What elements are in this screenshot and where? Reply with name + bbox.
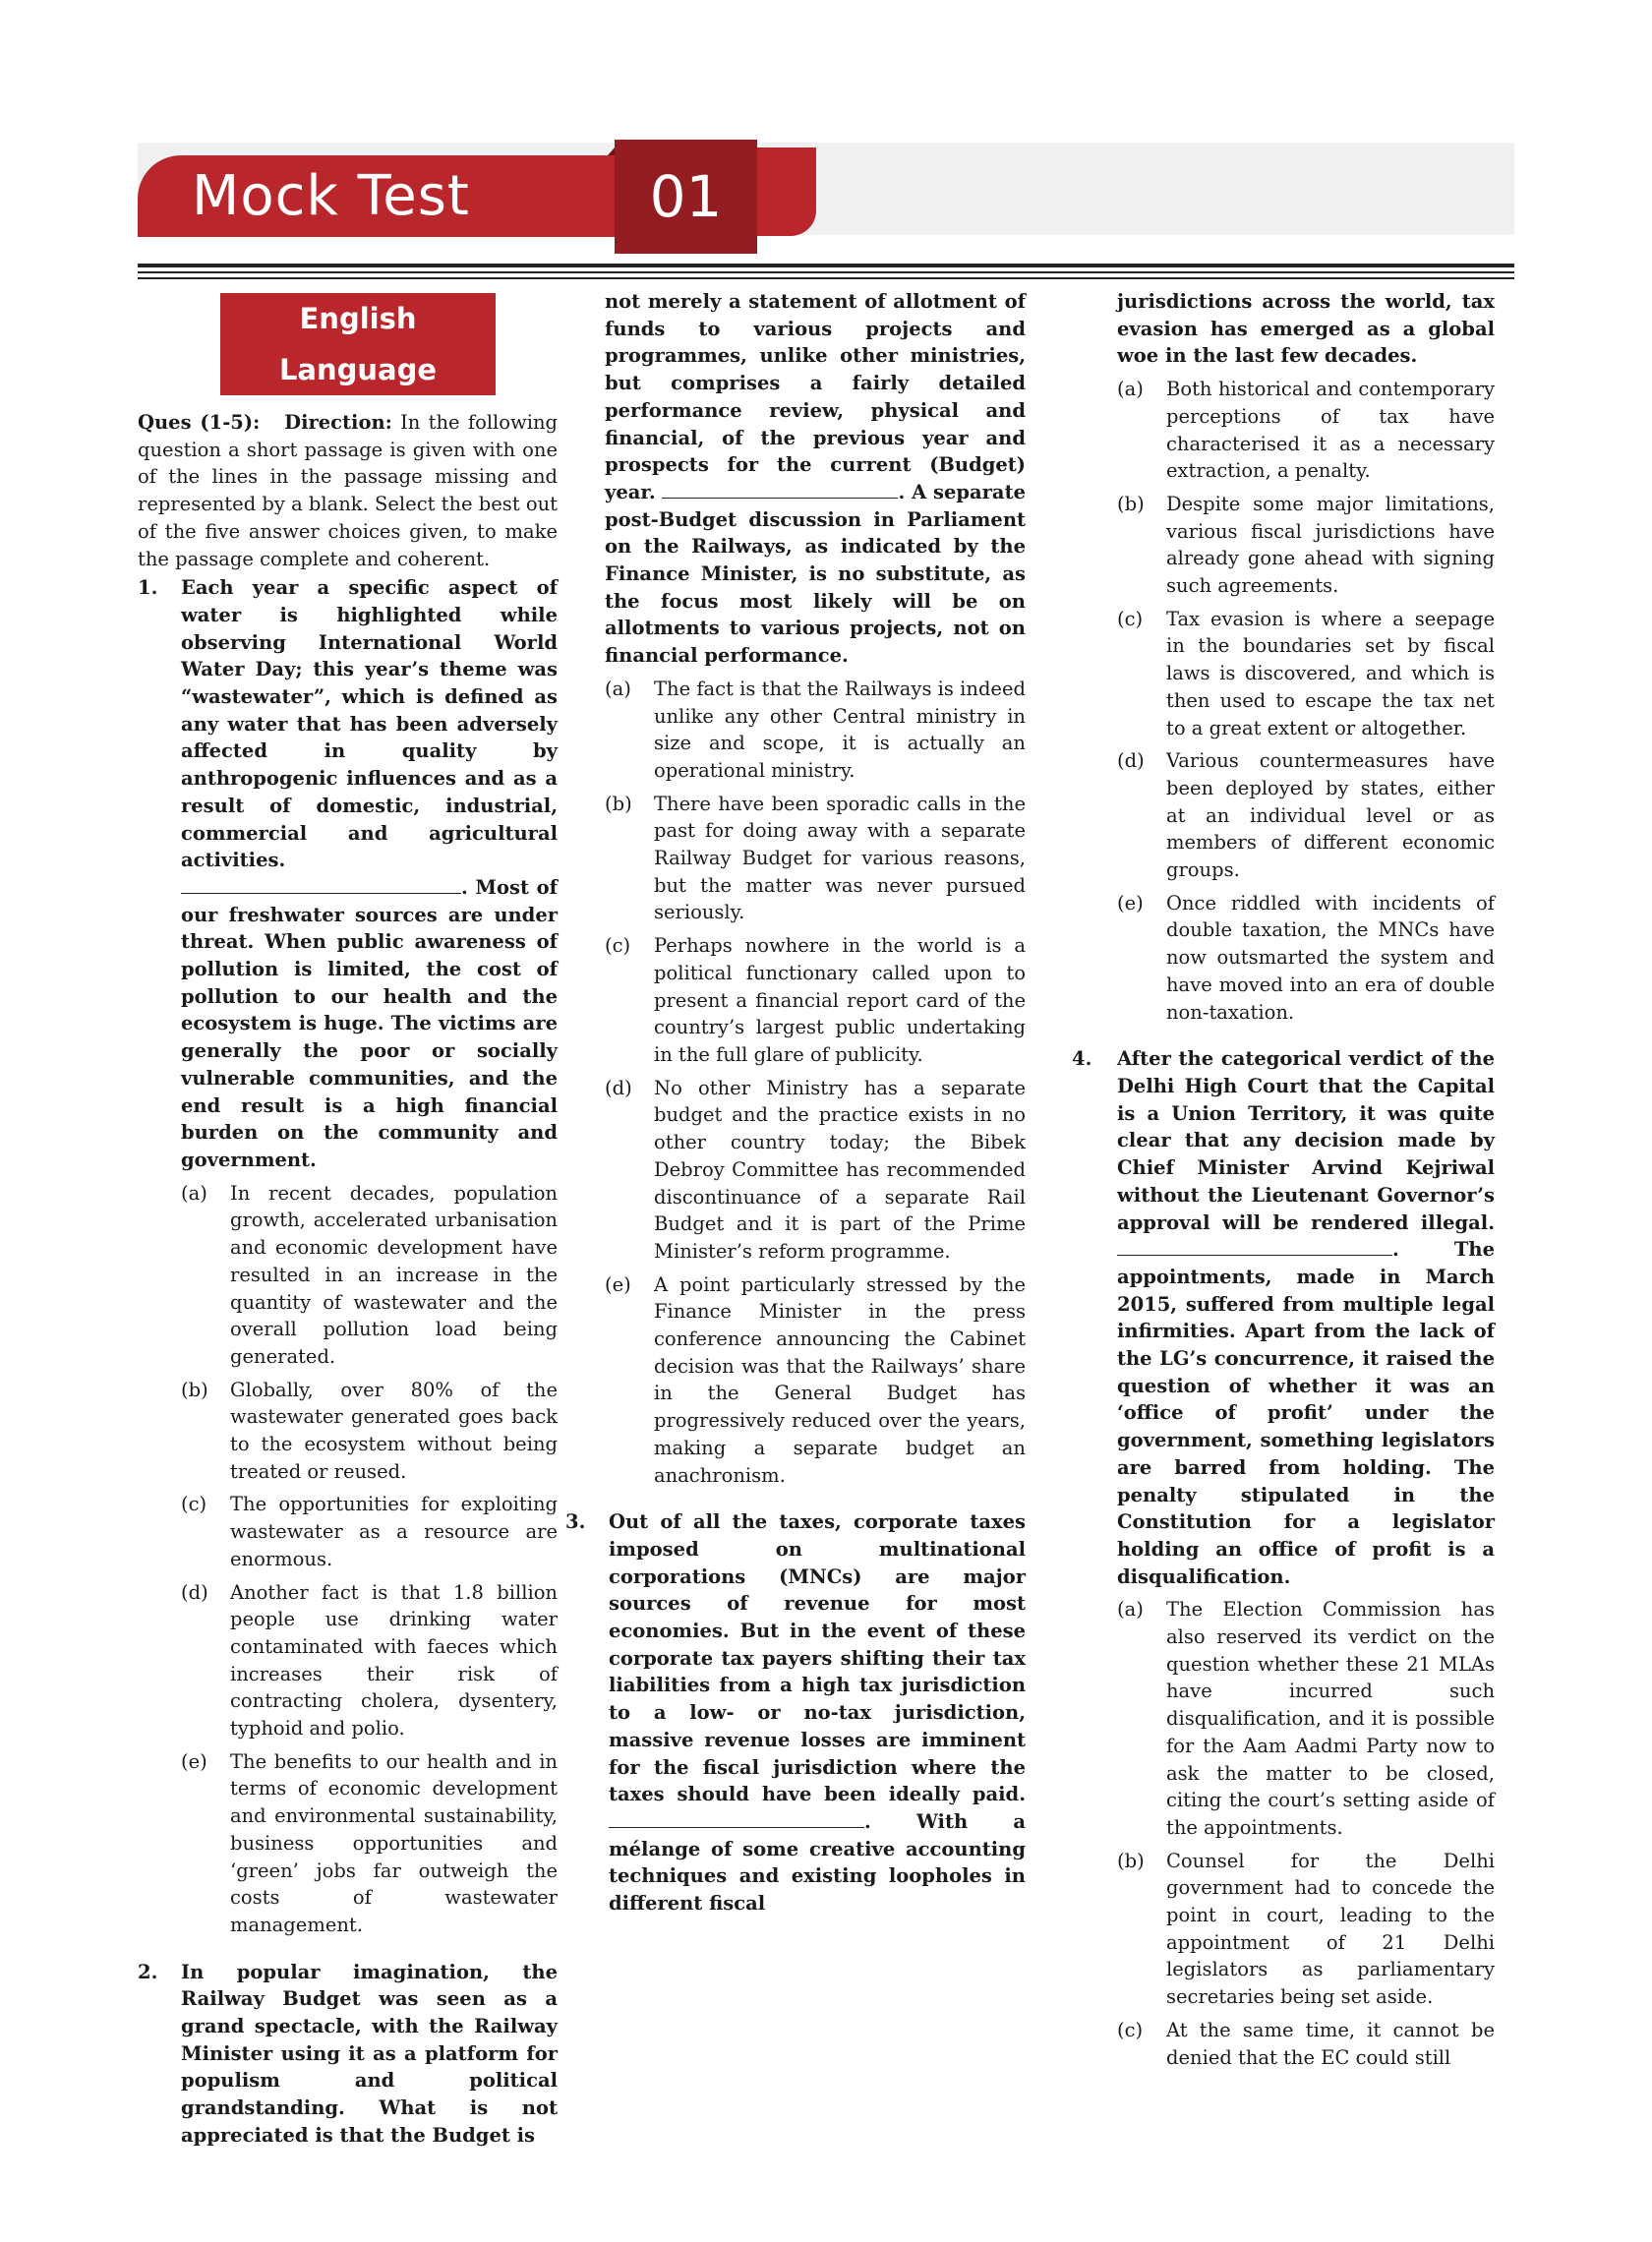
question-3-passage-continued: jurisdictions across the world, tax evasion has emerged as a global woe in the last few decades. bbox=[1117, 290, 1495, 368]
option-text: The Election Commission has also reserved its verdict on the question whether these 21 MLAs have incurred such disqualification, and it is possible for the Aam Aadmi Party now to ask the matter to be closed, citing the court’s setting aside of the appointments. bbox=[1166, 1598, 1495, 1839]
passage-before: Each year a specific aspect of water is highlighted while observing International World Water Day; this year’s theme was “wastewater”, which is defined as any water that has been adversely affected in quality by anthropogenic influences and as a result of domestic, industrial, commercial and agricultural activities. bbox=[181, 576, 558, 872]
section-heading: English Language bbox=[220, 293, 496, 395]
option-label: (b) bbox=[1117, 492, 1145, 515]
directions-text: In the following question a short passage is given with one of the lines in the passage missing and represented by a blank. Select the best out of the five answer choices given, to make the passage complete and coherent. bbox=[138, 411, 559, 570]
question-number: 1. bbox=[138, 576, 158, 600]
option-item[interactable] bbox=[181, 1377, 558, 1486]
option-label: (c) bbox=[605, 934, 631, 958]
option-text: Once riddled with incidents of double taxation, the MNCs have now outsmarted the system and have moved into an era of double non-taxation. bbox=[1166, 891, 1495, 1024]
option-item[interactable] bbox=[1117, 1848, 1495, 2011]
option-label: (a) bbox=[605, 677, 631, 700]
option-label: (d) bbox=[605, 1076, 632, 1099]
option-text: Perhaps nowhere in the world is a political functionary called upon to present a financial report card of the country’s largest public undertaking in the full glare of publicity. bbox=[654, 934, 1026, 1066]
option-text: Tax evasion is where a seepage in the boundaries set by fiscal laws is discovered, and which is then used to escape the tax net to a great extent or altogether. bbox=[1166, 607, 1495, 739]
question-4 bbox=[1072, 1045, 1495, 2071]
option-item[interactable] bbox=[605, 1271, 1026, 1490]
option-item[interactable] bbox=[181, 1748, 558, 1939]
passage-after: . A separate post-Budget discussion in Parliament on the Railways, as indicated by the Finance Minister, is no substitute, as the focus most likely will be on allotments to various projects, not on financial performance. bbox=[605, 480, 1026, 668]
option-item[interactable] bbox=[1117, 376, 1495, 485]
option-label: (e) bbox=[605, 1272, 631, 1296]
option-text: There have been sporadic calls in the past for doing away with a separate Railway Budget for various reasons, but the matter was never pursued seriously. bbox=[654, 792, 1026, 924]
passage-blank bbox=[662, 480, 898, 499]
passage-before: Out of all the taxes, corporate taxes imposed on multinational corporations (MNCs) are major sources of revenue for most economies. But in the event of these corporate tax payers shifting their tax liabilities from a high tax jurisdiction to a low- or no-tax jurisdiction, massive revenue losses are imminent for the fiscal jurisdiction where the taxes should have been ideally paid. bbox=[609, 1510, 1026, 1806]
option-text: The opportunities for exploiting wastewater as a resource are enormous. bbox=[230, 1493, 558, 1570]
question-passage bbox=[609, 1508, 1026, 1918]
passage-after: . Most of our freshwater sources are under threat. When public awareness of pollution is limited, the cost of pollution to our health and the ecosystem is huge. The victims are generally the poor or socially vulnerable communities, and the end result is a high financial burden on the community and government. bbox=[181, 875, 558, 1171]
option-text: Both historical and contemporary perceptions of tax have characterised it as a necessary extraction, a penalty. bbox=[1166, 378, 1495, 483]
option-item[interactable] bbox=[1117, 606, 1495, 742]
question-number: 4. bbox=[1072, 1047, 1092, 1071]
header-divider bbox=[138, 264, 1514, 267]
option-label: (c) bbox=[1117, 607, 1144, 630]
option-text: Globally, over 80% of the wastewater generated goes back to the ecosystem without being treated or reused. bbox=[230, 1378, 558, 1483]
passage-blank bbox=[1117, 1237, 1392, 1256]
option-label: (e) bbox=[1117, 891, 1144, 914]
option-item[interactable] bbox=[1117, 1596, 1495, 1841]
test-number: 01 bbox=[649, 163, 723, 230]
column-3 bbox=[1072, 288, 1495, 2071]
option-item[interactable] bbox=[1117, 747, 1495, 884]
option-label: (e) bbox=[181, 1749, 207, 1773]
option-label: (a) bbox=[1117, 378, 1144, 401]
question-number: 3. bbox=[565, 1510, 586, 1534]
option-item[interactable] bbox=[605, 1075, 1026, 1266]
header-banner-end bbox=[757, 148, 816, 236]
option-item[interactable] bbox=[1117, 491, 1495, 600]
option-item[interactable] bbox=[605, 791, 1026, 927]
option-label: (a) bbox=[1117, 1598, 1144, 1622]
option-label: (b) bbox=[181, 1378, 208, 1401]
option-label: (c) bbox=[1117, 2018, 1144, 2041]
question-2-continued bbox=[605, 288, 1026, 670]
option-label: (d) bbox=[181, 1580, 208, 1604]
option-item[interactable] bbox=[181, 1579, 558, 1742]
option-item[interactable] bbox=[1117, 890, 1495, 1027]
passage-after: . The appointments, made in March 2015, suffered from multiple legal infirmities. Apart from the lack of the LG’s concurrence, it raised the question of whether it was an ‘office of profit’ under the government, something legislators are barred from holding. The penalty stipulated in the Constitution for a legislator holding an office of profit is a disqualification. bbox=[1117, 1238, 1495, 1588]
question-passage bbox=[181, 574, 558, 1173]
option-item[interactable] bbox=[181, 1491, 558, 1572]
passage-after: . With a mélange of some creative accounting techniques and existing loopholes in different fiscal bbox=[609, 1809, 1026, 1916]
question-passage bbox=[605, 288, 1026, 670]
option-text: Various countermeasures have been deployed by states, either at an individual level or as members of different economic groups. bbox=[1166, 749, 1495, 882]
option-text: Despite some major limitations, various fiscal jurisdictions have already gone ahead with signing such agreements. bbox=[1166, 492, 1495, 598]
passage-before: After the categorical verdict of the Delhi High Court that the Capital is a Union Territory, it was quite clear that any decision made by Chief Minister Arvind Kejriwal without the Lieutenant Governor’s approval will be rendered illegal. bbox=[1117, 1047, 1495, 1234]
option-label: (b) bbox=[605, 792, 632, 815]
header-divider-thin-2 bbox=[138, 277, 1514, 279]
question-passage-part-1: In popular imagination, the Railway Budget was seen as a grand spectacle, with the Railway Minister using it as a platform for populism and political grandstanding. What is not appreciated is that the Budget is bbox=[181, 1960, 558, 2147]
option-item[interactable] bbox=[1117, 2017, 1495, 2071]
passage-blank bbox=[181, 875, 461, 894]
question-1 bbox=[138, 574, 558, 1938]
passage-continued: not merely a statement of allotment of funds to various projects and programmes, unlike other ministries, but comprises a fairly detailed performance review, physical and financial, of the previous year and prospects for the current (Budget) year. bbox=[605, 290, 1026, 503]
question-number: 2. bbox=[138, 1960, 158, 1983]
option-text: The fact is that the Railways is indeed unlike any other Central ministry in size and scope, it is actually an operational ministry. bbox=[654, 677, 1026, 782]
option-text: No other Ministry has a separate budget and the practice exists in no other country today; the Bibek Debroy Committee has recommended discontinuance of a separate Rail Budget and it is part of the Prime Minister’s reform programme. bbox=[654, 1076, 1026, 1263]
option-label: (b) bbox=[1117, 1849, 1145, 1872]
question-passage bbox=[1117, 1045, 1495, 1590]
option-item[interactable] bbox=[605, 676, 1026, 785]
directions-label: Ques (1-5): bbox=[138, 411, 261, 434]
column-2 bbox=[565, 288, 1026, 1918]
option-text: The benefits to our health and in terms of economic development and environmental sustainability, business opportunities and ‘green’ jobs far outweigh the costs of wastewater management. bbox=[230, 1749, 558, 1936]
question-3 bbox=[565, 1508, 1026, 1918]
option-label: (a) bbox=[181, 1181, 207, 1205]
directions bbox=[138, 409, 558, 572]
question-2 bbox=[138, 1959, 558, 2150]
column-1 bbox=[138, 288, 558, 2150]
passage-blank bbox=[609, 1809, 864, 1828]
option-text: Counsel for the Delhi government had to concede the point in court, leading to the appointment of 21 Delhi legislators as parliamentary secretaries being set aside. bbox=[1166, 1849, 1495, 2009]
option-label: (c) bbox=[181, 1493, 207, 1516]
option-text: In recent decades, population growth, accelerated urbanisation and economic development have resulted in an increase in the quantity of wastewater and the overall pollution load being generated. bbox=[230, 1181, 558, 1368]
option-item[interactable] bbox=[181, 1180, 558, 1371]
direction-word: Direction: bbox=[284, 411, 392, 434]
option-text: Another fact is that 1.8 billion people use drinking water contaminated with faeces which increases their risk of contracting cholera, dysentery, typhoid and polio. bbox=[230, 1580, 558, 1740]
option-item[interactable] bbox=[605, 932, 1026, 1069]
option-label: (d) bbox=[1117, 749, 1145, 773]
page-title: Mock Test bbox=[192, 164, 470, 228]
header-divider-thin bbox=[138, 271, 1514, 273]
option-text: At the same time, it cannot be denied that the EC could still bbox=[1166, 2018, 1495, 2069]
option-text: A point particularly stressed by the Finance Minister in the press conference announcing the Cabinet decision was that the Railways’ share in the General Budget has progressively reduced over the years, making a separate budget an anachronism. bbox=[654, 1272, 1026, 1487]
